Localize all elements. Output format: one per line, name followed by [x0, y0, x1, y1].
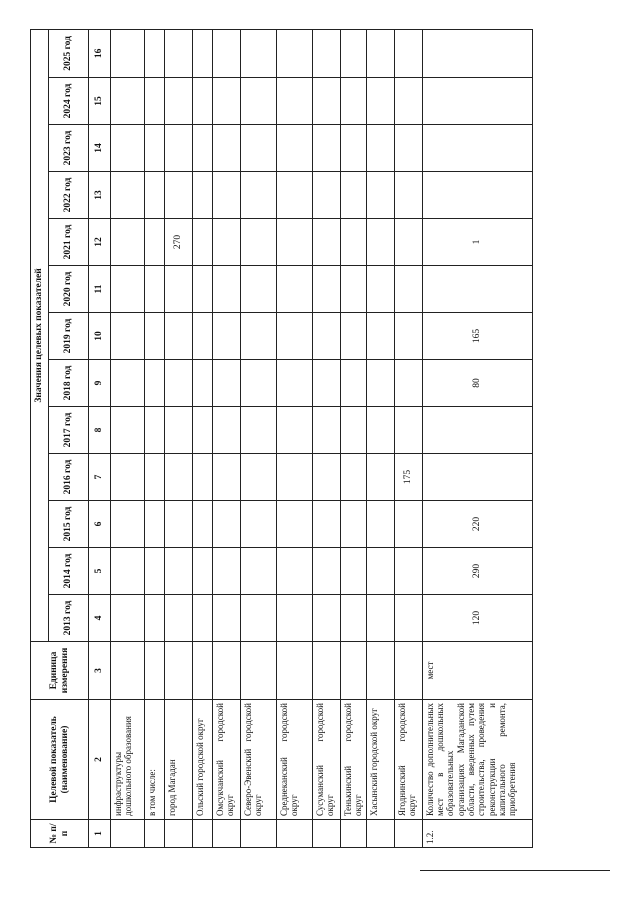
value-cell	[111, 172, 145, 219]
row-number	[341, 820, 367, 848]
value-cell	[394, 29, 422, 77]
header-year: 2014 год	[49, 548, 89, 595]
value-cell	[193, 266, 213, 313]
table-row	[165, 29, 193, 847]
value-cell	[341, 407, 367, 454]
value-cell	[366, 266, 394, 313]
value-cell	[241, 125, 277, 172]
value-cell	[111, 595, 145, 642]
column-index: 10	[89, 313, 111, 360]
header-year: 2016 год	[49, 454, 89, 501]
header-indicator: Целевой показатель (наименование)	[31, 700, 89, 820]
value-cell	[341, 172, 367, 219]
value-cell	[394, 172, 422, 219]
indicator-name: город Магадан	[165, 700, 193, 820]
unit-cell	[366, 642, 394, 700]
value-cell	[313, 29, 341, 77]
value-cell	[145, 78, 165, 125]
value-cell	[241, 548, 277, 595]
value-cell	[277, 360, 313, 407]
value-cell	[213, 360, 241, 407]
header-num: № п/п	[31, 820, 89, 848]
value-cell	[213, 172, 241, 219]
value-cell	[341, 313, 367, 360]
value-cell	[341, 125, 367, 172]
value-cell	[277, 454, 313, 501]
value-cell	[277, 266, 313, 313]
value-cell	[241, 360, 277, 407]
value-cell	[366, 501, 394, 548]
value-cell	[165, 548, 193, 595]
value-cell	[193, 78, 213, 125]
value-cell	[193, 595, 213, 642]
value-cell	[193, 172, 213, 219]
row-number	[213, 820, 241, 848]
table-row	[313, 29, 341, 847]
value-cell	[165, 313, 193, 360]
value-cell	[145, 595, 165, 642]
value-cell	[145, 548, 165, 595]
value-cell	[193, 407, 213, 454]
value-cell	[394, 360, 422, 407]
row-number	[366, 820, 394, 848]
value-cell	[341, 266, 367, 313]
row-number	[193, 820, 213, 848]
value-cell	[277, 407, 313, 454]
column-index: 11	[89, 266, 111, 313]
column-index: 1	[89, 820, 111, 848]
value-cell	[145, 407, 165, 454]
indicator-name: Ольский городской округ	[193, 700, 213, 820]
column-index: 4	[89, 595, 111, 642]
table-row	[366, 29, 394, 847]
indicator-name: инфраструктуры дошкольного образования	[111, 700, 145, 820]
value-cell	[366, 125, 394, 172]
unit-cell: мест	[422, 642, 532, 700]
row-number	[165, 820, 193, 848]
value-cell	[366, 29, 394, 77]
value-cell	[366, 454, 394, 501]
value-cell	[394, 125, 422, 172]
value-cell	[277, 595, 313, 642]
row-number	[277, 820, 313, 848]
value-cell	[193, 29, 213, 77]
unit-cell	[193, 642, 213, 700]
table-row	[422, 29, 532, 847]
value-cell	[193, 125, 213, 172]
value-cell	[277, 219, 313, 266]
value-cell	[394, 407, 422, 454]
value-cell	[145, 360, 165, 407]
value-cell	[165, 501, 193, 548]
value-cell	[193, 501, 213, 548]
value-cell	[277, 172, 313, 219]
value-cell	[241, 219, 277, 266]
value-cell	[313, 266, 341, 313]
value-cell: 1	[422, 219, 532, 266]
value-cell	[366, 407, 394, 454]
value-cell	[394, 501, 422, 548]
header-year: 2023 год	[49, 125, 89, 172]
value-cell	[313, 313, 341, 360]
header-year: 2024 год	[49, 78, 89, 125]
value-cell	[313, 548, 341, 595]
value-cell	[145, 172, 165, 219]
value-cell: 290	[422, 548, 532, 595]
column-index: 13	[89, 172, 111, 219]
value-cell	[341, 548, 367, 595]
unit-cell	[165, 642, 193, 700]
value-cell	[422, 407, 532, 454]
value-cell: 165	[422, 313, 532, 360]
value-cell	[165, 172, 193, 219]
value-cell	[165, 29, 193, 77]
value-cell	[111, 501, 145, 548]
value-cell	[394, 313, 422, 360]
row-number: 1.2.	[422, 820, 532, 848]
value-cell	[241, 29, 277, 77]
value-cell	[313, 125, 341, 172]
table-row	[145, 29, 165, 847]
value-cell	[111, 78, 145, 125]
value-cell	[422, 29, 532, 77]
value-cell	[111, 266, 145, 313]
value-cell	[213, 454, 241, 501]
value-cell: 270	[165, 219, 193, 266]
column-index: 3	[89, 642, 111, 700]
value-cell	[111, 29, 145, 77]
value-cell	[165, 266, 193, 313]
value-cell	[366, 595, 394, 642]
row-number	[145, 820, 165, 848]
indicator-name: Тенькинский городской округ	[341, 700, 367, 820]
header-year: 2015 год	[49, 501, 89, 548]
indicator-name: в том числе:	[145, 700, 165, 820]
value-cell	[111, 125, 145, 172]
header-unit: Единица измерения	[31, 642, 89, 700]
value-cell	[313, 360, 341, 407]
value-cell	[193, 454, 213, 501]
value-cell	[277, 313, 313, 360]
value-cell	[165, 360, 193, 407]
unit-cell	[313, 642, 341, 700]
value-cell	[145, 125, 165, 172]
value-cell	[313, 407, 341, 454]
value-cell	[366, 360, 394, 407]
value-cell	[394, 266, 422, 313]
value-cell	[241, 266, 277, 313]
value-cell	[277, 78, 313, 125]
value-cell	[145, 266, 165, 313]
value-cell	[422, 266, 532, 313]
column-index: 15	[89, 78, 111, 125]
value-cell	[111, 219, 145, 266]
value-cell	[341, 78, 367, 125]
table-row	[241, 29, 277, 847]
header-year: 2021 год	[49, 219, 89, 266]
value-cell	[213, 125, 241, 172]
value-cell	[313, 454, 341, 501]
value-cell	[111, 454, 145, 501]
value-cell	[145, 501, 165, 548]
value-cell	[145, 454, 165, 501]
value-cell: 220	[422, 501, 532, 548]
indicator-name: Среднеканский городской округ	[277, 700, 313, 820]
value-cell	[165, 454, 193, 501]
table-row	[111, 29, 145, 847]
value-cell	[165, 595, 193, 642]
column-index: 14	[89, 125, 111, 172]
header-year: 2019 год	[49, 313, 89, 360]
value-cell	[313, 219, 341, 266]
value-cell	[394, 595, 422, 642]
unit-cell	[111, 642, 145, 700]
value-cell	[213, 266, 241, 313]
value-cell	[193, 548, 213, 595]
value-cell	[213, 219, 241, 266]
row-number	[394, 820, 422, 848]
value-cell: 80	[422, 360, 532, 407]
row-number	[241, 820, 277, 848]
table-row	[341, 29, 367, 847]
value-cell	[341, 501, 367, 548]
header-values-group: Значения целевых показателей	[31, 29, 49, 641]
row-number	[111, 820, 145, 848]
value-cell	[213, 29, 241, 77]
value-cell	[277, 29, 313, 77]
indicator-name: Ягоднинский городской округ	[394, 700, 422, 820]
value-cell	[111, 360, 145, 407]
value-cell	[165, 407, 193, 454]
footer-rule	[420, 870, 610, 871]
value-cell	[241, 501, 277, 548]
column-index: 16	[89, 29, 111, 77]
value-cell	[341, 454, 367, 501]
unit-cell	[145, 642, 165, 700]
value-cell	[213, 407, 241, 454]
value-cell	[366, 172, 394, 219]
value-cell	[213, 313, 241, 360]
header-year: 2022 год	[49, 172, 89, 219]
value-cell	[193, 313, 213, 360]
value-cell	[241, 407, 277, 454]
table-row	[213, 29, 241, 847]
indicator-name: Сусуманский городской округ	[313, 700, 341, 820]
value-cell	[241, 454, 277, 501]
value-cell	[394, 219, 422, 266]
column-index: 8	[89, 407, 111, 454]
unit-cell	[213, 642, 241, 700]
table-row	[193, 29, 213, 847]
column-index: 9	[89, 360, 111, 407]
value-cell	[145, 219, 165, 266]
value-cell	[313, 172, 341, 219]
value-cell	[341, 219, 367, 266]
value-cell	[145, 29, 165, 77]
value-cell: 175	[394, 454, 422, 501]
value-cell	[111, 548, 145, 595]
value-cell	[111, 407, 145, 454]
value-cell	[193, 219, 213, 266]
value-cell	[394, 548, 422, 595]
value-cell	[422, 78, 532, 125]
value-cell	[313, 595, 341, 642]
header-year: 2013 год	[49, 595, 89, 642]
header-year: 2017 год	[49, 407, 89, 454]
indicator-name: Омсукчанский городской округ	[213, 700, 241, 820]
header-year: 2018 год	[49, 360, 89, 407]
value-cell	[422, 172, 532, 219]
value-cell	[111, 313, 145, 360]
unit-cell	[394, 642, 422, 700]
value-cell	[213, 501, 241, 548]
indicator-name: Хасынский городской округ	[366, 700, 394, 820]
column-index: 12	[89, 219, 111, 266]
value-cell	[213, 595, 241, 642]
table-row	[394, 29, 422, 847]
value-cell	[313, 78, 341, 125]
value-cell	[341, 29, 367, 77]
value-cell	[366, 219, 394, 266]
unit-cell	[241, 642, 277, 700]
value-cell	[366, 548, 394, 595]
indicator-name: Количество дополнительных мест в дошкольных образовательных организациях Магаданской области, введенных путем строительства, проведения реконструкции и капитального ремонта, приобретения	[422, 700, 532, 820]
header-year: 2025 год	[49, 29, 89, 77]
value-cell	[341, 360, 367, 407]
unit-cell	[277, 642, 313, 700]
value-cell	[241, 313, 277, 360]
value-cell	[341, 595, 367, 642]
value-cell	[422, 125, 532, 172]
value-cell	[313, 501, 341, 548]
value-cell	[145, 313, 165, 360]
header-year: 2020 год	[49, 266, 89, 313]
column-index: 5	[89, 548, 111, 595]
column-index: 2	[89, 700, 111, 820]
value-cell	[241, 595, 277, 642]
value-cell	[241, 78, 277, 125]
table-row	[277, 29, 313, 847]
value-cell	[213, 548, 241, 595]
row-number	[313, 820, 341, 848]
value-cell	[394, 78, 422, 125]
value-cell	[366, 313, 394, 360]
target-indicators-table	[30, 29, 533, 848]
value-cell	[165, 125, 193, 172]
indicator-name: Северо-Эвенский городской округ	[241, 700, 277, 820]
column-index: 6	[89, 501, 111, 548]
value-cell: 120	[422, 595, 532, 642]
rotated-table-frame	[30, 33, 530, 848]
unit-cell	[341, 642, 367, 700]
value-cell	[422, 454, 532, 501]
value-cell	[241, 172, 277, 219]
value-cell	[213, 78, 241, 125]
value-cell	[366, 78, 394, 125]
value-cell	[277, 501, 313, 548]
value-cell	[193, 360, 213, 407]
column-index: 7	[89, 454, 111, 501]
value-cell	[277, 548, 313, 595]
value-cell	[165, 78, 193, 125]
value-cell	[277, 125, 313, 172]
